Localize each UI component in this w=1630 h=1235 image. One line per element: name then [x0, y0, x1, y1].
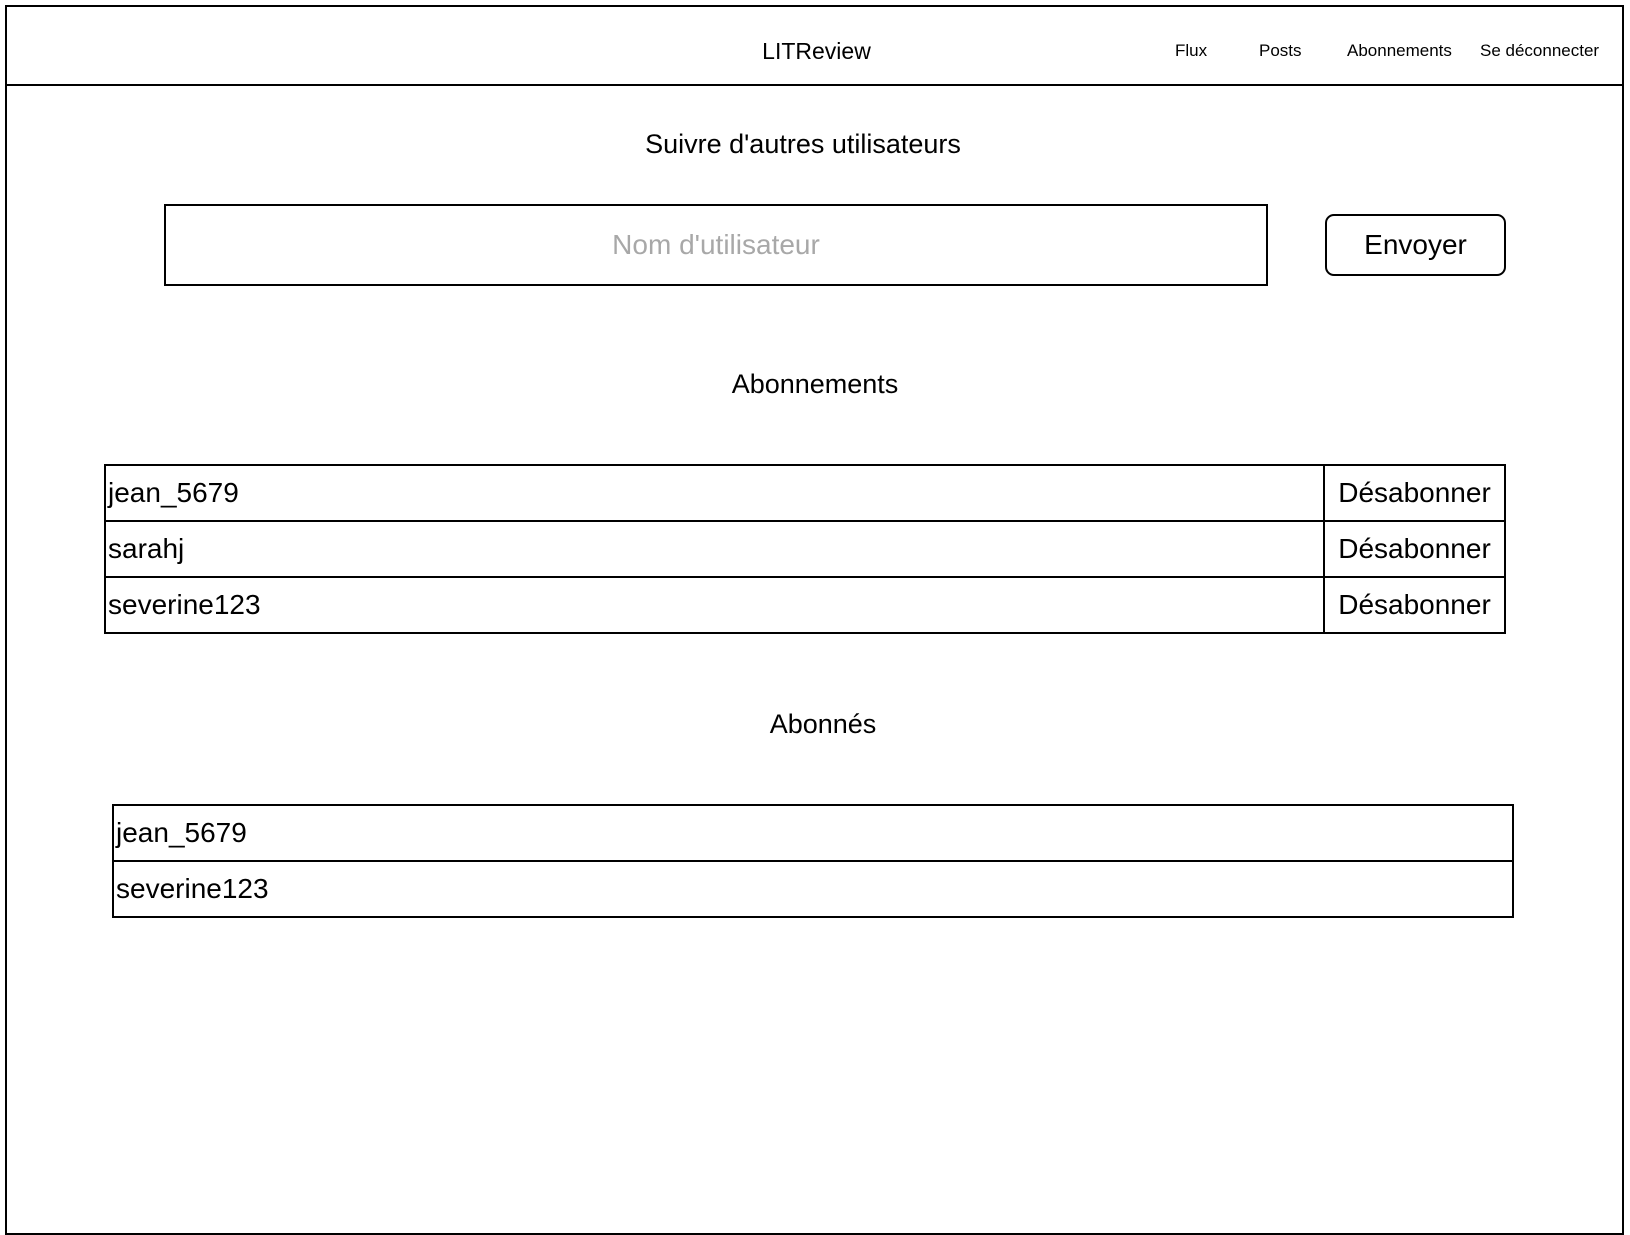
nav-link-abonnements[interactable]: Abonnements — [1347, 41, 1452, 60]
subscription-username: sarahj — [105, 521, 1324, 577]
follow-section-title: Suivre d'autres utilisateurs — [645, 129, 961, 159]
subscription-action-cell — [1324, 577, 1505, 633]
subscription-action-cell — [1324, 521, 1505, 577]
nav-link-posts[interactable]: Posts — [1259, 41, 1302, 60]
subscription-username: severine123 — [105, 577, 1324, 633]
subscription-row — [105, 465, 1505, 521]
app-title: LITReview — [762, 38, 871, 64]
subscription-username: jean_5679 — [105, 465, 1324, 521]
nav-link-flux[interactable]: Flux — [1175, 41, 1208, 60]
follower-username: jean_5679 — [113, 805, 1513, 861]
followers-section-title: Abonnés — [769, 709, 877, 739]
subscription-action-cell — [1324, 465, 1505, 521]
nav-link-logout[interactable]: Se déconnecter — [1480, 41, 1600, 60]
unsubscribe-button[interactable]: Désabonner — [1338, 533, 1491, 564]
subscriptions-table — [104, 464, 1506, 634]
subscriptions-section-title: Abonnements — [731, 369, 899, 399]
send-button[interactable]: Envoyer — [1325, 214, 1506, 276]
top-header — [5, 5, 1624, 86]
unsubscribe-button[interactable]: Désabonner — [1338, 477, 1491, 508]
followers-table — [112, 804, 1514, 918]
unsubscribe-button[interactable]: Désabonner — [1338, 589, 1491, 620]
follower-username: severine123 — [113, 861, 1513, 917]
follower-row — [113, 861, 1513, 917]
username-input[interactable] — [164, 204, 1268, 286]
subscription-row — [105, 521, 1505, 577]
subscription-row — [105, 577, 1505, 633]
follower-row — [113, 805, 1513, 861]
